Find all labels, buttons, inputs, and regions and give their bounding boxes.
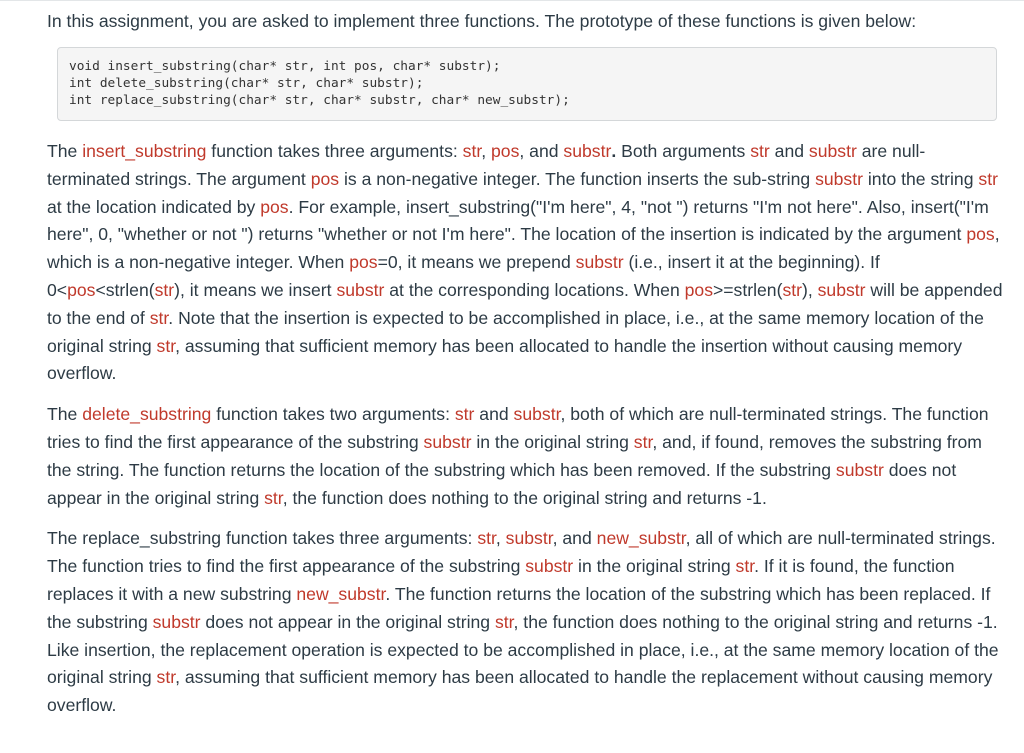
highlighted-term: substr — [525, 556, 574, 577]
text-segment: >=strlen( — [713, 279, 783, 300]
text-segment: , assuming that sufficient memory has been allocated to handle the insertion without causing memory overflow. — [47, 335, 963, 384]
text-segment: in the original string — [471, 431, 634, 452]
highlighted-term: str — [154, 279, 175, 300]
highlighted-term: pos — [491, 141, 520, 161]
delete-substring-description — [47, 401, 1007, 512]
replace-substring-description — [47, 525, 1007, 720]
text-segment: , all of which are null-terminated strings. The function tries to find the first appearance of the substring — [47, 528, 996, 577]
text-segment: , the function does nothing to the original string and returns -1. — [282, 487, 767, 508]
highlighted-term: substr — [835, 459, 884, 480]
text-segment: does not appear in the original string — [200, 611, 495, 632]
text-segment: is a non-negative integer. The function inserts the sub-string — [339, 168, 816, 189]
text-segment: and — [769, 141, 809, 161]
text-segment: will be appended to the end of — [47, 279, 1003, 328]
text-segment: , assuming that sufficient memory has been allocated to handle the replacement without causing memory overflow. — [47, 667, 993, 716]
text-segment: , the function does nothing to the original string and returns -1. Like insertion, the replacement operation is expected to be accomplished in place, i.e., at the same memory location of the original string — [47, 611, 999, 688]
highlighted-term: str — [633, 431, 653, 452]
text-segment: at the location indicated by — [47, 196, 261, 217]
highlighted-term: pos — [260, 196, 289, 217]
highlighted-term: str — [156, 667, 176, 688]
highlighted-term: pos — [349, 252, 378, 273]
text-segment: <strlen( — [95, 279, 155, 300]
text-segment: , — [495, 528, 506, 549]
highlighted-term: str — [156, 335, 176, 356]
highlighted-term: substr — [505, 528, 553, 549]
insert-substring-description — [47, 138, 1007, 388]
text-segment: function takes two arguments: — [211, 404, 455, 425]
top-divider — [0, 0, 1024, 1]
highlighted-term: str — [735, 556, 755, 577]
highlighted-term: str — [978, 168, 998, 189]
highlighted-term: new_substr — [296, 583, 386, 604]
text-segment: =0, it means we prepend — [377, 252, 576, 273]
highlighted-term: substr — [423, 431, 472, 452]
text-segment: , and — [552, 528, 597, 549]
intro-text: In this assignment, you are asked to implement three functions. The prototype of these functions is given below: — [47, 11, 917, 31]
highlighted-term: str — [494, 611, 514, 632]
text-segment: The — [47, 404, 83, 425]
highlighted-term: substr — [808, 141, 857, 161]
code-block — [57, 47, 997, 121]
highlighted-term: str — [454, 404, 475, 425]
highlighted-term: new_substr — [596, 528, 686, 549]
text-segment: into the string — [862, 168, 979, 189]
text-segment: . Note that the insertion is expected to be accomplished in place, i.e., at the same memory location of the original string — [47, 307, 984, 356]
text-segment: function takes three arguments: — [206, 141, 463, 161]
text-segment: at the corresponding locations. When — [384, 279, 685, 300]
highlighted-term: str — [264, 487, 283, 508]
highlighted-term: str — [782, 279, 802, 300]
text-segment: The — [47, 141, 83, 161]
text-segment: . For example, insert_substring("I'm here", 4, "not ") returns "I'm not here". Also, insert("I'm here", 0, "whether or not ") returns "whether or not I'm here". The location of the insertion is indicated by the argument — [47, 196, 989, 245]
highlighted-term: str — [149, 307, 169, 328]
highlighted-term: substr — [152, 611, 201, 632]
code-line: int delete_substring(char* str, char* substr); — [69, 76, 424, 91]
text-segment: ), — [801, 279, 818, 300]
highlighted-term: substr — [563, 141, 612, 161]
text-segment: , and, if found, removes the substring from the string. The function returns the location of the substring which has been removed. If the substring — [47, 431, 982, 480]
text-segment: and — [474, 404, 514, 425]
assignment-content — [47, 8, 1007, 720]
text-segment: , which is a non-negative integer. When — [47, 224, 1000, 273]
text-segment: does not appear in the original string — [47, 459, 957, 508]
highlighted-term: str — [750, 141, 770, 161]
highlighted-term: pos — [310, 168, 340, 189]
highlighted-term: substr — [817, 279, 866, 300]
text-segment: ), it means we insert — [174, 279, 337, 300]
code-line: int replace_substring(char* str, char* substr, char* new_substr); — [69, 93, 570, 108]
highlighted-term: substr — [815, 168, 863, 189]
text-segment: are null-terminated strings. The argument — [47, 141, 926, 189]
text-segment: Both arguments — [616, 141, 751, 161]
text-segment: (i.e., insert it at the beginning). If 0< — [47, 252, 880, 300]
highlighted-term: pos — [67, 279, 96, 300]
text-segment: . The function returns the location of the substring which has been replaced. If the substring — [47, 583, 991, 632]
highlighted-term: delete_substring — [82, 404, 212, 425]
highlighted-term: pos — [966, 224, 995, 245]
highlighted-term: pos — [684, 279, 713, 300]
text-segment: , — [481, 141, 492, 161]
highlighted-term: insert_substring — [82, 141, 207, 161]
highlighted-term: substr — [513, 404, 561, 425]
text-segment: . If it is found, the function replaces it with a new substring — [47, 556, 955, 604]
highlighted-term: substr — [336, 279, 385, 300]
code-line: void insert_substring(char* str, int pos, char* substr); — [69, 59, 501, 74]
text-segment: , and — [519, 141, 564, 161]
highlighted-term: str — [462, 141, 482, 161]
highlighted-term: str — [477, 528, 496, 549]
text-segment: , both of which are null-terminated strings. The function tries to find the first appearance of the substring — [47, 404, 989, 452]
text-segment: The replace_substring function takes three arguments: — [47, 528, 478, 549]
emphasis-text: . — [611, 141, 617, 161]
highlighted-term: substr — [575, 252, 624, 273]
text-segment: in the original string — [573, 556, 736, 577]
